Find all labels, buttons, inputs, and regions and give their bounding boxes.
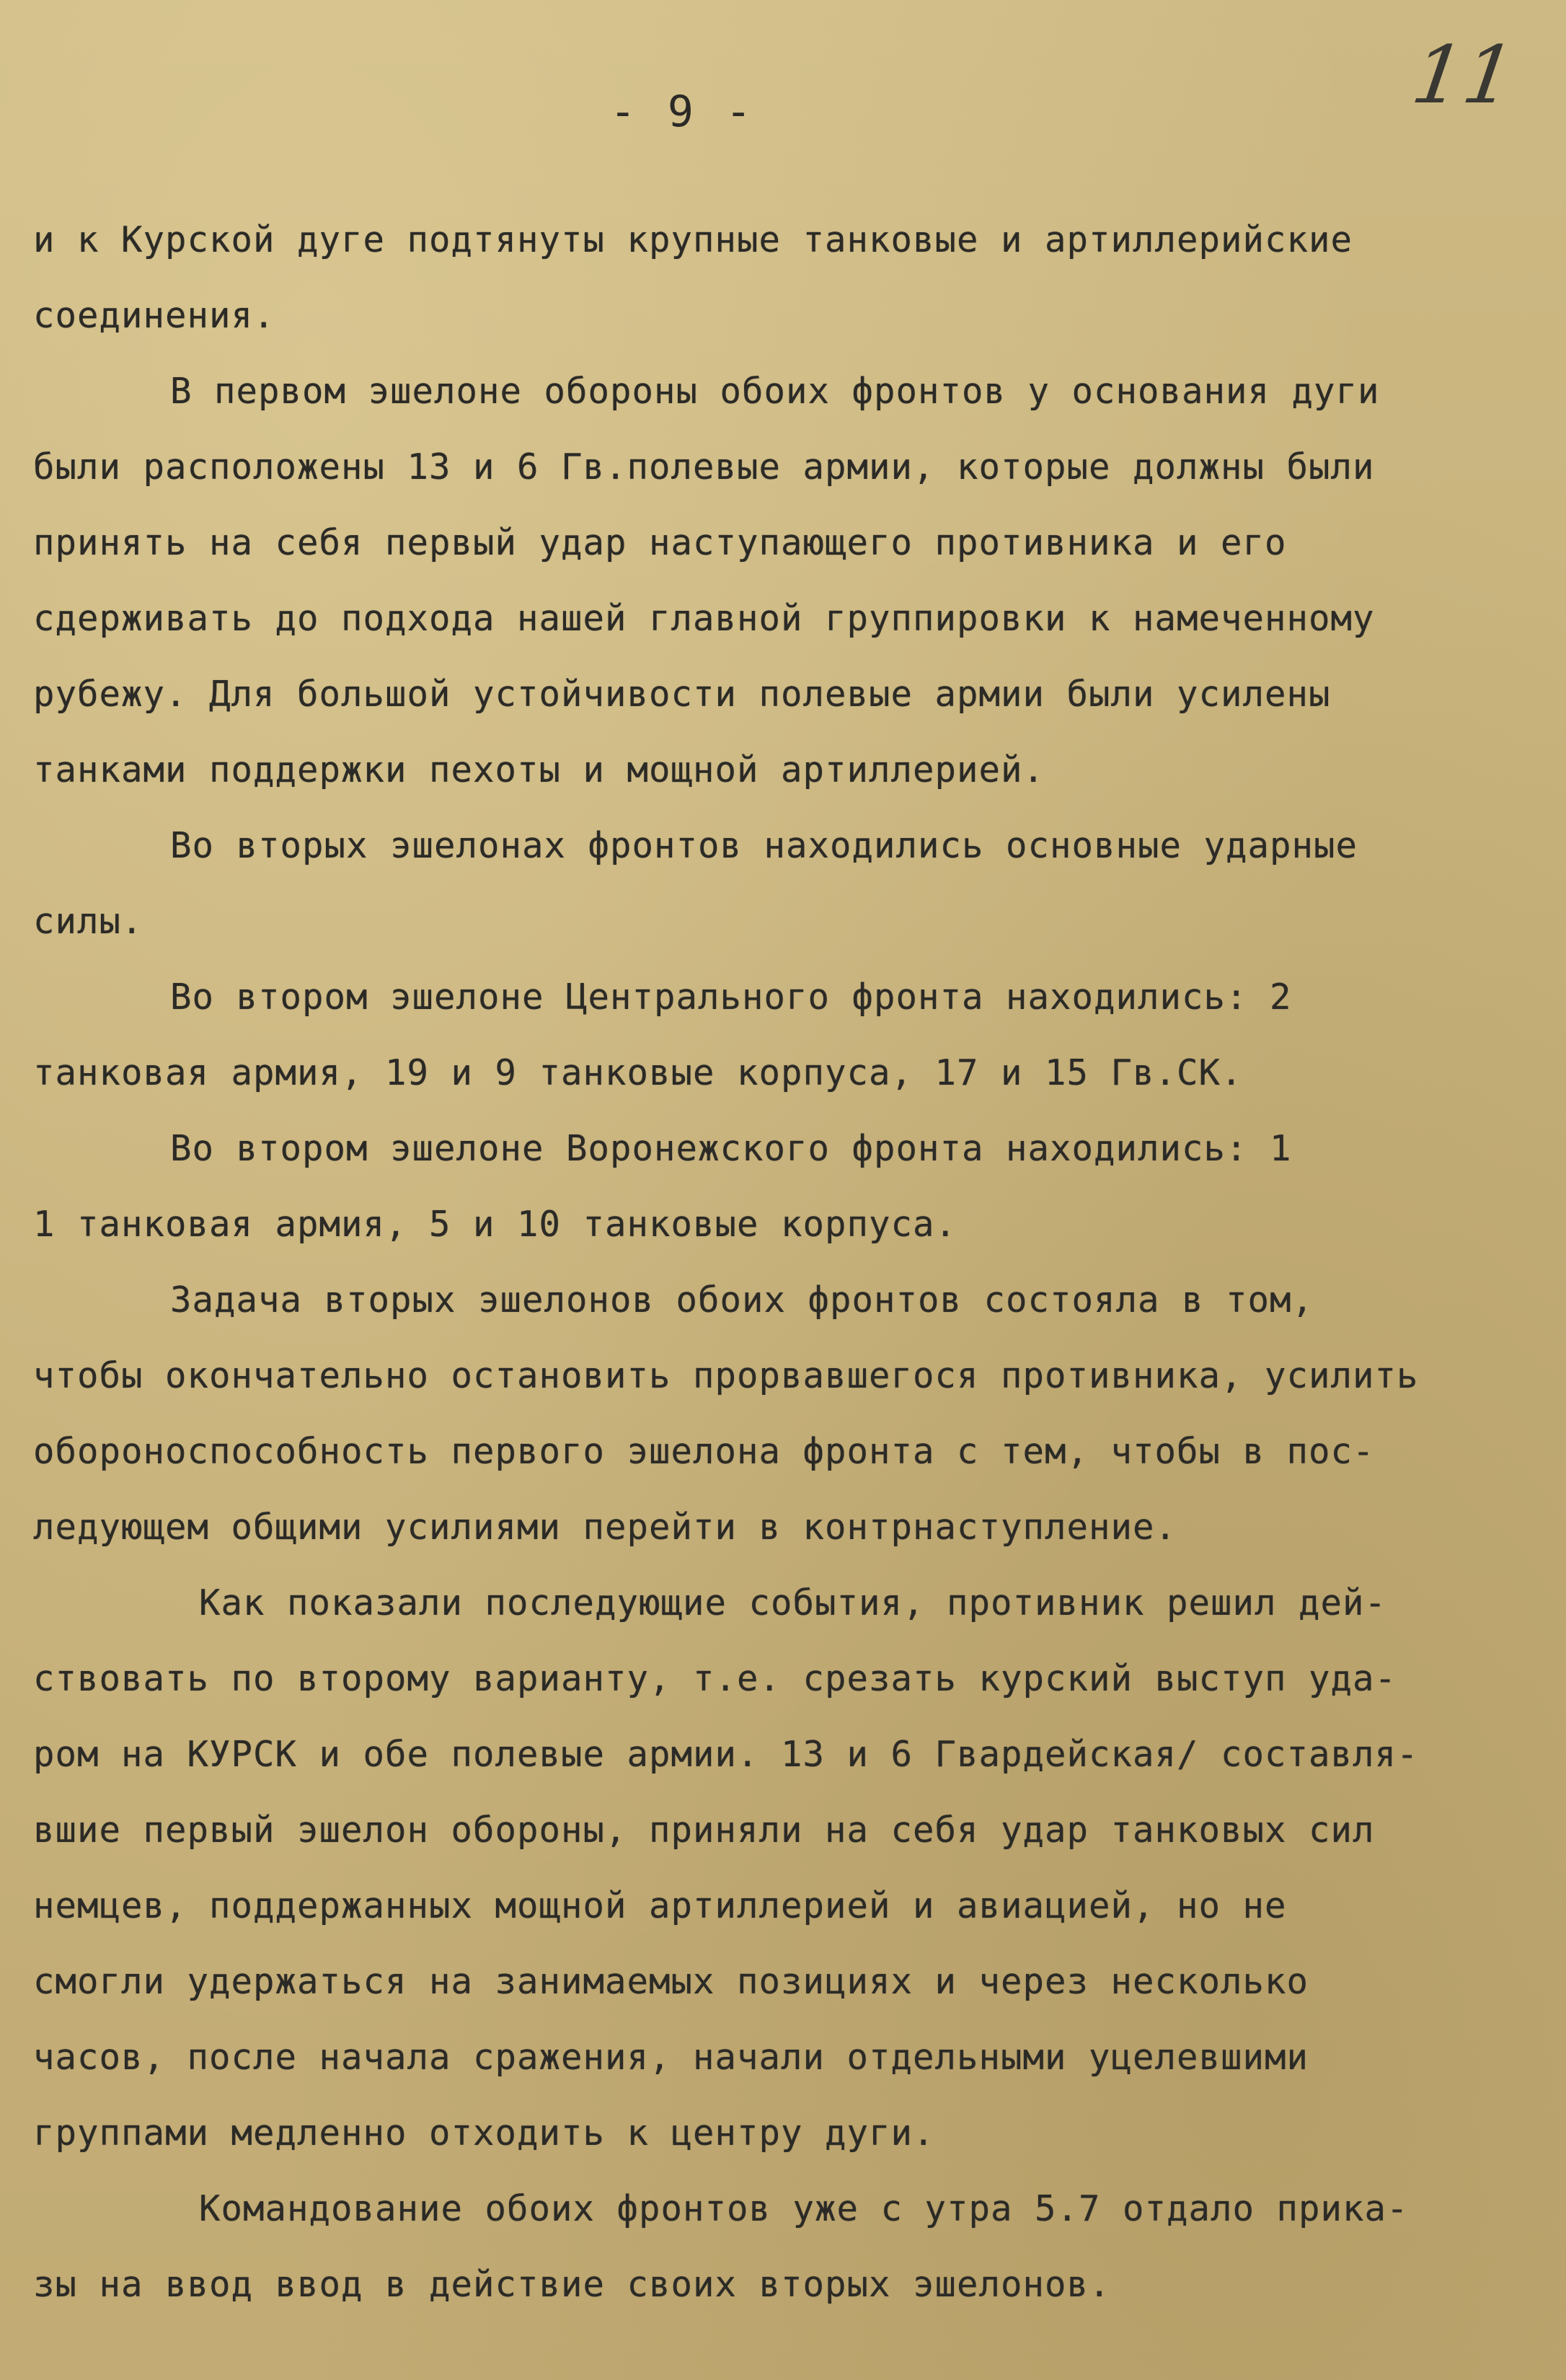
- document-body: [33, 202, 1554, 2322]
- text-line: вшие первый эшелон обороны, приняли на себя удар танковых сил: [33, 1810, 1375, 1851]
- text-line: рубежу. Для большой устойчивости полевые армии были усилены: [33, 674, 1331, 715]
- text-line: были расположены 13 и 6 Гв.полевые армии, которые должны были: [33, 446, 1375, 488]
- text-line: принять на себя первый удар наступающего противника и его: [33, 522, 1287, 563]
- text-line: танками поддержки пехоты и мощной артиллерией.: [33, 749, 1045, 790]
- text-line: В первом эшелоне обороны обоих фронтов у основания дуги: [170, 371, 1380, 412]
- text-line: ром на КУРСК и обе полевые армии. 13 и 6 Гвардейская/ составля-: [33, 1734, 1419, 1775]
- text-line: сдерживать до подхода нашей главной группировки к намеченному: [33, 598, 1375, 639]
- text-line: смогли удержаться на занимаемых позициях и через несколько: [33, 1961, 1309, 2002]
- text-line: 1 танковая армия, 5 и 10 танковые корпуса.: [33, 1204, 957, 1245]
- text-line: соединения.: [33, 295, 275, 336]
- text-line: немцев, поддержанных мощной артиллерией и авиацией, но не: [33, 1885, 1287, 1926]
- text-line: Во вторых эшелонах фронтов находились основные ударные: [170, 825, 1358, 866]
- text-line: группами медленно отходить к центру дуги.: [33, 2112, 935, 2154]
- text-line: Как показали последующие события, противник решил дей-: [199, 1582, 1387, 1623]
- text-line: Командование обоих фронтов уже с утра 5.7 отдало прика-: [199, 2188, 1409, 2229]
- text-line: Во втором эшелоне Центрального фронта находились: 2: [170, 977, 1292, 1018]
- text-line: ствовать по второму варианту, т.е. срезать курский выступ уда-: [33, 1658, 1397, 1699]
- text-line: зы на ввод ввод в действие своих вторых эшелонов.: [33, 2264, 1111, 2305]
- text-line: и к Курской дуге подтянуты крупные танковые и артиллерийские: [33, 219, 1353, 260]
- text-line: обороноспособность первого эшелона фронта с тем, чтобы в пос-: [33, 1431, 1375, 1472]
- text-line: танковая армия, 19 и 9 танковые корпуса, 17 и 15 Гв.СК.: [33, 1052, 1243, 1093]
- text-line: силы.: [33, 901, 143, 942]
- text-line: часов, после начала сражения, начали отдельными уцелевшими: [33, 2037, 1309, 2078]
- page-number: - 9 -: [609, 87, 755, 137]
- text-line: Задача вторых эшелонов обоих фронтов состояла в том,: [170, 1279, 1314, 1321]
- text-line: Во втором эшелоне Воронежского фронта находились: 1: [170, 1128, 1292, 1169]
- text-line: ледующем общими усилиями перейти в контрнаступление.: [33, 1507, 1177, 1548]
- text-line: чтобы окончательно остановить прорвавшегося противника, усилить: [33, 1355, 1419, 1396]
- archive-page-mark: 11: [1407, 29, 1521, 121]
